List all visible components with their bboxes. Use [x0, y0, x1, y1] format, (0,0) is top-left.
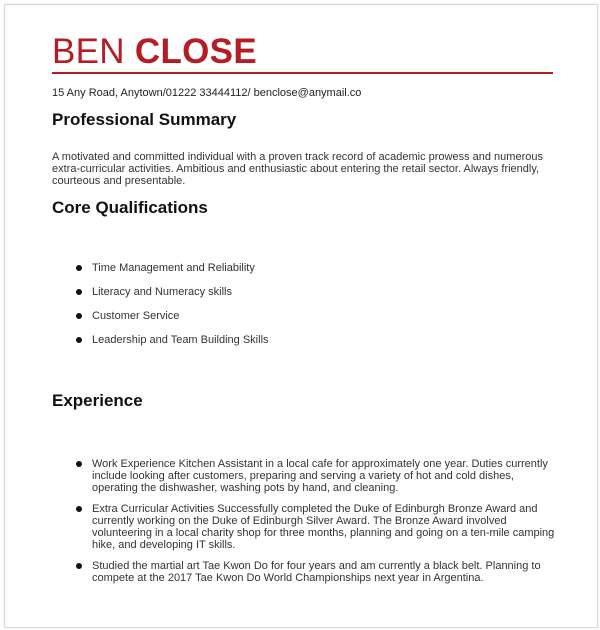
experience-heading: Experience — [52, 391, 143, 410]
experience-text: Extra Curricular Activities Successfully completed the Duke of Edinburgh Bronze Award and currently working on the Duke of Edinburgh Silver Award. The Bronze Award involved volunteering in a local charity shop for three months, planning and going on a ten-mile camping hike, and developing IT skills. — [92, 503, 555, 551]
list-item — [76, 503, 556, 551]
header-divider — [52, 72, 553, 74]
qualification-text: Customer Service — [92, 310, 180, 322]
bullet-icon — [76, 506, 82, 512]
list-item — [76, 334, 556, 346]
experience-list — [76, 458, 556, 593]
bullet-icon — [76, 461, 82, 467]
first-name: BEN — [52, 32, 135, 71]
bullet-icon — [76, 265, 82, 271]
contact-details: 15 Any Road, Anytown/01222 33444112/ benclose@anymail.co — [52, 87, 362, 99]
bullet-icon — [76, 337, 82, 343]
qualifications-list — [76, 262, 556, 358]
experience-text: Work Experience Kitchen Assistant in a local cafe for approximately one year. Duties currently include looking after customers, preparing and serving a variety of hot and cold dishes, operating the dishwasher, washing pots by hand, and cleaning. — [92, 458, 548, 494]
candidate-name — [52, 32, 257, 72]
experience-text: Studied the martial art Tae Kwon Do for four years and am currently a black belt. Planning to compete at the 2017 Tae Kwon Do World Championships next year in Argentina. — [92, 560, 541, 584]
list-item — [76, 310, 556, 322]
qualification-text: Literacy and Numeracy skills — [92, 286, 232, 298]
core-qualifications-heading: Core Qualifications — [52, 198, 208, 217]
bullet-icon — [76, 313, 82, 319]
list-item — [76, 262, 556, 274]
bullet-icon — [76, 563, 82, 569]
list-item — [76, 560, 556, 584]
list-item — [76, 286, 556, 298]
list-item — [76, 458, 556, 494]
qualification-text: Time Management and Reliability — [92, 262, 255, 274]
bullet-icon — [76, 289, 82, 295]
professional-summary-heading: Professional Summary — [52, 110, 237, 129]
qualification-text: Leadership and Team Building Skills — [92, 334, 269, 346]
last-name: CLOSE — [134, 32, 257, 71]
professional-summary-text: A motivated and committed individual with a proven track record of academic prowess and numerous extra-curricular activities. Ambitious and enthusiastic about entering the retail sector. Always friendly, courteous and presentable. — [52, 151, 543, 187]
